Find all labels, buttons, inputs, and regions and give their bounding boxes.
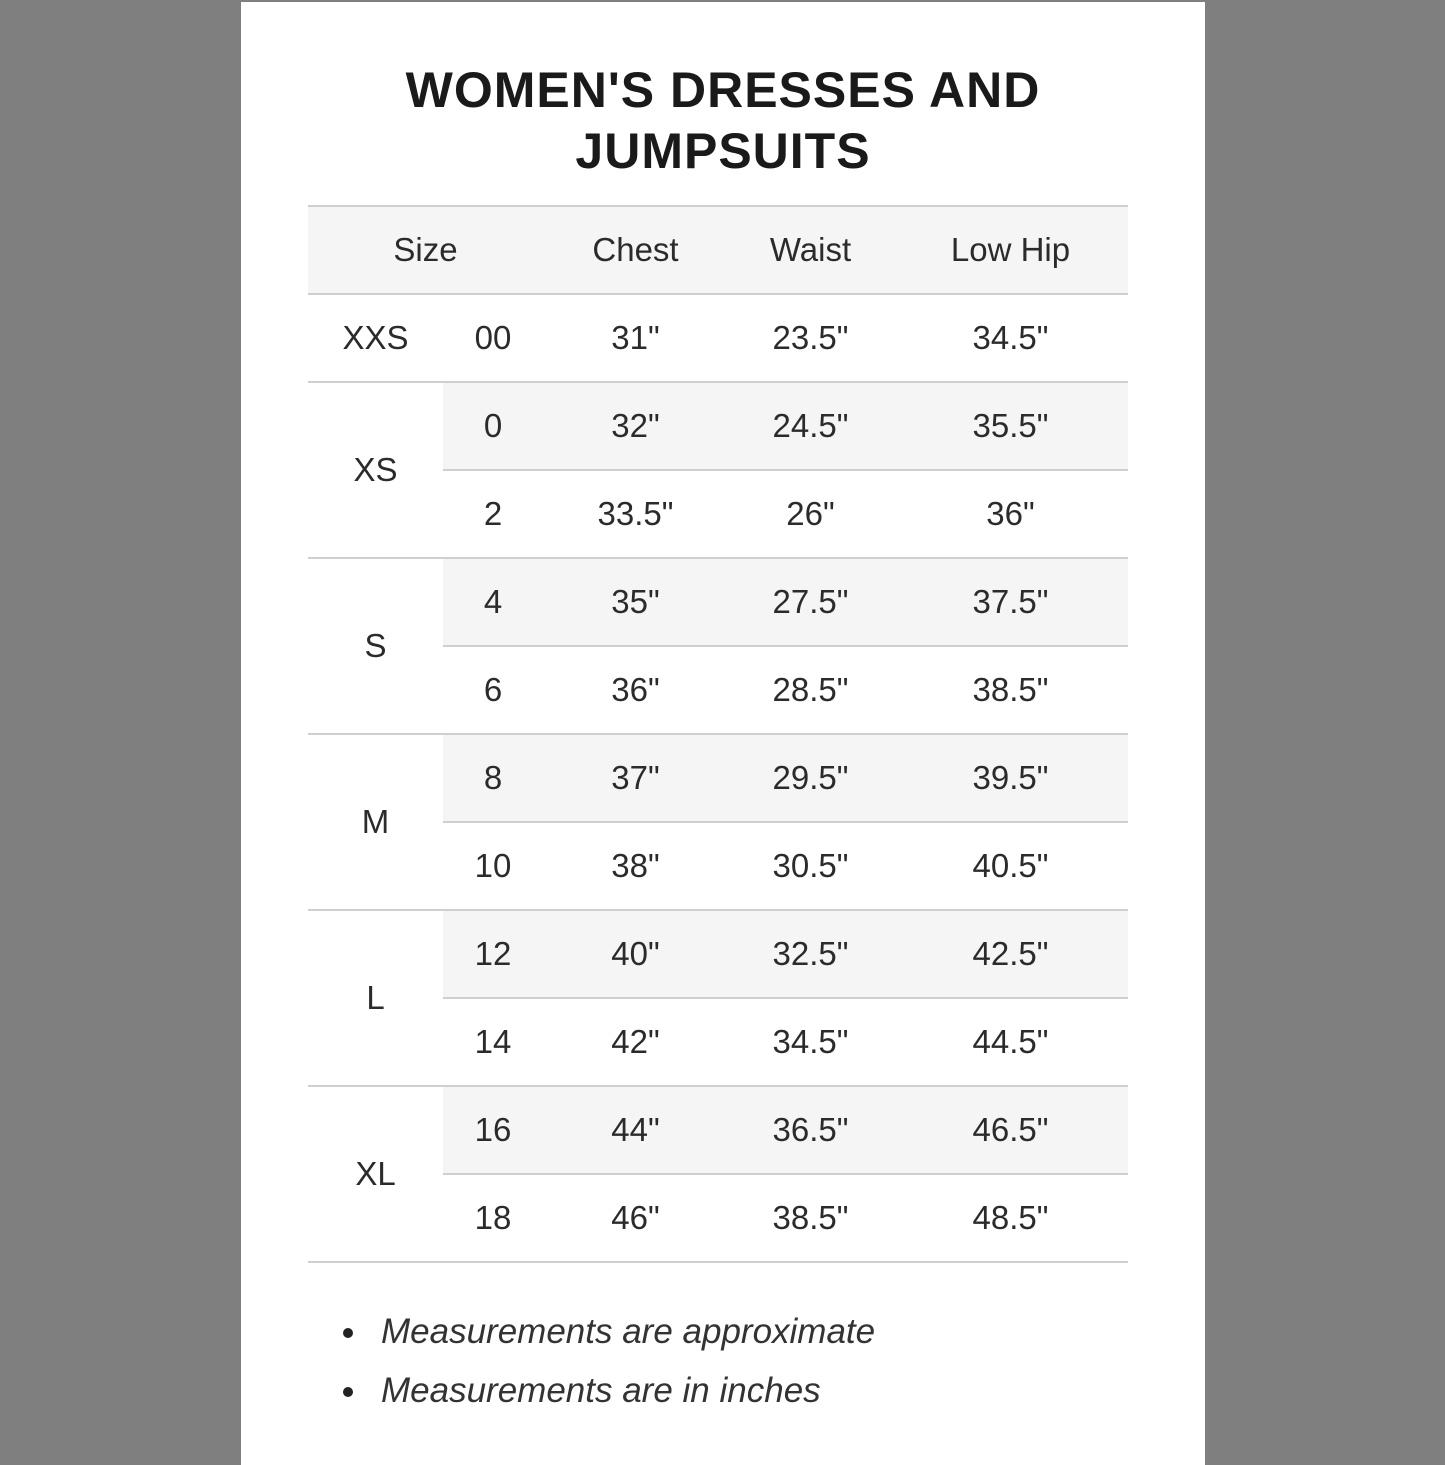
table-row	[308, 558, 1128, 646]
header-low-hip: Low Hip	[893, 206, 1128, 294]
header-row	[308, 206, 1128, 294]
size-label-xl: XL	[308, 1086, 443, 1262]
hip-value: 48.5"	[893, 1174, 1128, 1262]
numeric-size: 4	[443, 558, 543, 646]
hip-value: 37.5"	[893, 558, 1128, 646]
hip-value: 35.5"	[893, 382, 1128, 470]
hip-value: 34.5"	[893, 294, 1128, 382]
numeric-size: 2	[443, 470, 543, 558]
hip-value: 42.5"	[893, 910, 1128, 998]
page-title	[241, 60, 1205, 182]
numeric-size: 14	[443, 998, 543, 1086]
waist-value: 23.5"	[728, 294, 893, 382]
size-label-l: L	[308, 910, 443, 1086]
waist-value: 27.5"	[728, 558, 893, 646]
size-label-m: M	[308, 734, 443, 910]
waist-value: 26"	[728, 470, 893, 558]
chest-value: 40"	[543, 910, 728, 998]
title-line-2: JUMPSUITS	[575, 123, 871, 179]
table-row	[308, 734, 1128, 822]
numeric-size: 18	[443, 1174, 543, 1262]
waist-value: 30.5"	[728, 822, 893, 910]
waist-value: 38.5"	[728, 1174, 893, 1262]
header-size: Size	[308, 206, 543, 294]
header-waist: Waist	[728, 206, 893, 294]
notes-list	[341, 1302, 875, 1420]
size-chart-card	[241, 2, 1205, 1465]
size-label-s: S	[308, 558, 443, 734]
chest-value: 32"	[543, 382, 728, 470]
chest-value: 42"	[543, 998, 728, 1086]
chest-value: 38"	[543, 822, 728, 910]
hip-value: 40.5"	[893, 822, 1128, 910]
chest-value: 33.5"	[543, 470, 728, 558]
table-row	[308, 382, 1128, 470]
chest-value: 36"	[543, 646, 728, 734]
waist-value: 36.5"	[728, 1086, 893, 1174]
chest-value: 46"	[543, 1174, 728, 1262]
header-chest: Chest	[543, 206, 728, 294]
numeric-size: 0	[443, 382, 543, 470]
note-inches: Measurements are in inches	[341, 1361, 875, 1420]
numeric-size: 8	[443, 734, 543, 822]
size-label-xs: XS	[308, 382, 443, 558]
waist-value: 28.5"	[728, 646, 893, 734]
size-table	[308, 205, 1128, 1263]
chest-value: 44"	[543, 1086, 728, 1174]
waist-value: 34.5"	[728, 998, 893, 1086]
numeric-size: 12	[443, 910, 543, 998]
hip-value: 38.5"	[893, 646, 1128, 734]
numeric-size: 00	[443, 294, 543, 382]
numeric-size: 10	[443, 822, 543, 910]
hip-value: 46.5"	[893, 1086, 1128, 1174]
chest-value: 37"	[543, 734, 728, 822]
waist-value: 32.5"	[728, 910, 893, 998]
numeric-size: 16	[443, 1086, 543, 1174]
hip-value: 44.5"	[893, 998, 1128, 1086]
table-row	[308, 294, 1128, 382]
chest-value: 31"	[543, 294, 728, 382]
waist-value: 29.5"	[728, 734, 893, 822]
chest-value: 35"	[543, 558, 728, 646]
size-label-xxs: XXS	[308, 294, 443, 382]
note-approximate: Measurements are approximate	[341, 1302, 875, 1361]
waist-value: 24.5"	[728, 382, 893, 470]
table-row	[308, 1086, 1128, 1174]
hip-value: 39.5"	[893, 734, 1128, 822]
table-row	[308, 910, 1128, 998]
title-line-1: WOMEN'S DRESSES AND	[405, 62, 1041, 118]
hip-value: 36"	[893, 470, 1128, 558]
numeric-size: 6	[443, 646, 543, 734]
